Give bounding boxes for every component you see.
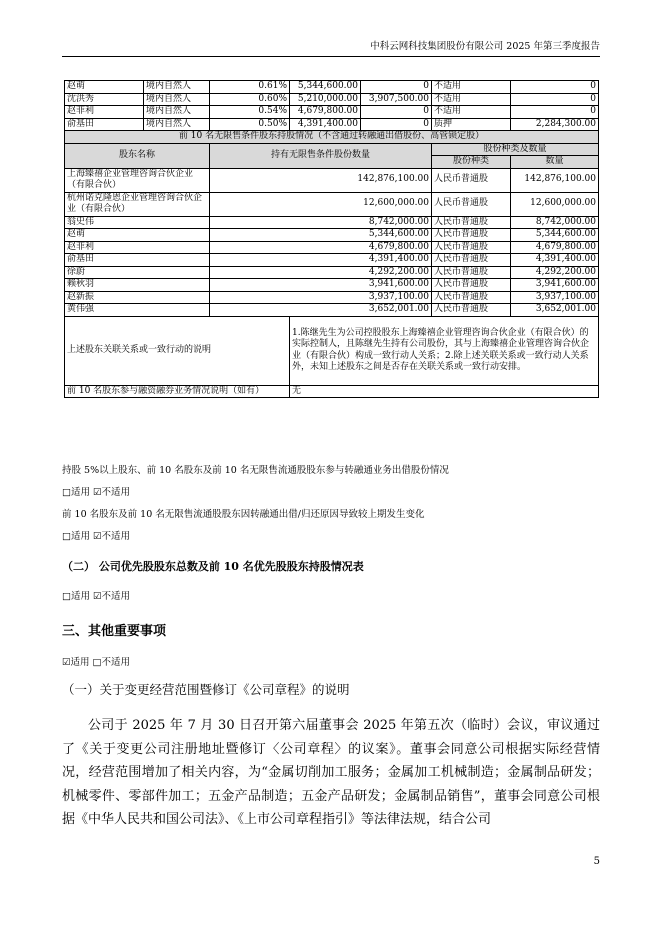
col-name-header: 股东名称 (65, 143, 210, 168)
table-row (65, 106, 599, 119)
table-row (65, 291, 599, 304)
unlimited-holder-name: 赵菲利 (65, 241, 210, 254)
unlimited-holder-shares: 4,679,800.00 (210, 241, 432, 254)
holder-type: 境内自然人 (144, 81, 210, 94)
holder-name: 赵菲利 (65, 106, 144, 119)
unlimited-holder-name: 徐蔚 (65, 266, 210, 279)
note-change: 前 10 名股东及前 10 名无限售流通股股东因转融通出借/归还原因导致较上期发生变化 (62, 509, 425, 520)
unlimited-holder-name: 黄伟强 (65, 304, 210, 317)
unlimited-holder-shares: 12,600,000.00 (210, 192, 432, 216)
holder-qty: 2,284,300.00 (511, 118, 599, 131)
unlimited-holder-shares: 4,292,200.00 (210, 266, 432, 279)
unlimited-share-qty: 4,679,800.00 (511, 241, 599, 254)
unlimited-share-qty: 12,600,000.00 (511, 192, 599, 216)
unlimited-share-qty: 8,742,000.00 (511, 216, 599, 229)
table-row (65, 241, 599, 254)
note-lending: 持股 5%以上股东、前 10 名股东及前 10 名无限售流通股股东参与转融通业务出借股份情况 (62, 465, 449, 476)
note-change-check: □适用 ☑不适用 (62, 531, 131, 542)
section2-check: □适用 ☑不适用 (62, 591, 131, 602)
unlimited-share-qty: 5,344,600.00 (511, 229, 599, 242)
sub1-title: （一）关于变更经营范围暨修订《公司章程》的说明 (62, 682, 350, 697)
shareholder-table (64, 80, 599, 398)
table-row (65, 81, 599, 94)
holder-type: 境内自然人 (144, 118, 210, 131)
unlimited-share-type: 人民币普通股 (432, 192, 511, 216)
unlimited-share-qty: 4,292,200.00 (511, 266, 599, 279)
unlimited-share-type: 人民币普通股 (432, 168, 511, 192)
col-kind-qty-header: 数量 (511, 156, 599, 169)
holder-qty: 0 (511, 93, 599, 106)
unlimited-holder-name: 赖秋羽 (65, 279, 210, 292)
unlimited-share-type: 人民币普通股 (432, 279, 511, 292)
holder-limited: 0 (361, 81, 432, 94)
margin-value: 无 (290, 385, 599, 398)
unlimited-holder-shares: 142,876,100.00 (210, 168, 432, 192)
holder-pct: 0.60% (210, 93, 290, 106)
unlimited-holder-name: 翁史伟 (65, 216, 210, 229)
holder-limited: 0 (361, 118, 432, 131)
unlimited-holder-shares: 5,344,600.00 (210, 229, 432, 242)
holder-shares: 5,344,600.00 (290, 81, 361, 94)
unlimited-holder-name: 上海臻禧企业管理咨询合伙企业（有限合伙） (65, 168, 210, 192)
unlimited-share-type: 人民币普通股 (432, 254, 511, 267)
unlimited-share-type: 人民币普通股 (432, 229, 511, 242)
unlimited-share-type: 人民币普通股 (432, 291, 511, 304)
table-row (65, 118, 599, 131)
holder-type: 境内自然人 (144, 106, 210, 119)
holder-name: 沈洪秀 (65, 93, 144, 106)
unlimited-holder-name: 赵萌 (65, 229, 210, 242)
table-row (65, 279, 599, 292)
body-paragraph: 公司于 2025 年 7 月 30 日召开第六届董事会 2025 年第五次（临时）会议，审议通过了《关于变更公司注册地址暨修订〈公司章程〉的议案》。董事会同意公司根据实际经营情况，经营范围增加了相关内容，为“金属切削加工服务；金属加工机械制造；金属制品研发；机械零件、零部件加工；五金产品制造；五金产品研发；金属制品销售”，董事会同意公司根据《中华人民共和国公司法》、《上市公司章程指引》等法律法规，结合公司 (62, 718, 600, 828)
unlimited-holder-name: 赵新振 (65, 291, 210, 304)
page-number: 5 (593, 856, 600, 867)
unlimited-holder-shares: 3,941,600.00 (210, 279, 432, 292)
holder-pct: 0.54% (210, 106, 290, 119)
unlimited-share-qty: 4,391,400.00 (511, 254, 599, 267)
table-row (65, 192, 599, 216)
unlimited-holder-name: 俞基田 (65, 254, 210, 267)
relation-text: 1.陈继先生为公司控股股东上海臻禧企业管理咨询合伙企业（有限合伙）的实际控制人，且陈继先生持有公司股份，其与上海臻禧企业管理咨询合伙企业（有限合伙）构成一致行动人关系；2.除上述关联关系或一致行动人关系外，未知上述股东之间是否存在关联关系或一致行动安排。 (290, 316, 599, 385)
holder-shares: 4,391,400.00 (290, 118, 361, 131)
holder-type: 境内自然人 (144, 93, 210, 106)
holder-status: 不适用 (432, 93, 511, 106)
holder-shares: 4,679,800.00 (290, 106, 361, 119)
holder-limited: 3,907,500.00 (361, 93, 432, 106)
holder-shares: 5,210,000.00 (290, 93, 361, 106)
table-row (65, 93, 599, 106)
holder-name: 赵萌 (65, 81, 144, 94)
unlimited-share-qty: 3,652,001.00 (511, 304, 599, 317)
holder-qty: 0 (511, 81, 599, 94)
holder-limited: 0 (361, 106, 432, 119)
holder-status: 不适用 (432, 106, 511, 119)
holder-status: 质押 (432, 118, 511, 131)
col-kind-header: 股份种类及数量 (432, 143, 599, 156)
table-row (65, 229, 599, 242)
unlimited-share-type: 人民币普通股 (432, 304, 511, 317)
margin-label: 前 10 名股东参与融资融券业务情况说明（如有） (65, 385, 290, 398)
unlimited-holder-shares: 3,937,100.00 (210, 291, 432, 304)
col-shares-header: 持有无限售条件股份数量 (210, 143, 432, 168)
table-row (65, 254, 599, 267)
relation-label: 上述股东关联关系或一致行动的说明 (65, 316, 290, 385)
holder-pct: 0.61% (210, 81, 290, 94)
table-row (65, 216, 599, 229)
unlimited-holder-name: 杭州诺克隆恩企业管理咨询合伙企业（有限合伙） (65, 192, 210, 216)
col-kind-type-header: 股份种类 (432, 156, 511, 169)
section2-title: （二） 公司优先股股东总数及前 10 名优先股股东持股情况表 (62, 560, 364, 573)
unlimited-share-qty: 142,876,100.00 (511, 168, 599, 192)
unlimited-holder-shares: 8,742,000.00 (210, 216, 432, 229)
unlimited-share-type: 人民币普通股 (432, 241, 511, 254)
holder-qty: 0 (511, 106, 599, 119)
holder-pct: 0.50% (210, 118, 290, 131)
page-header: 中科云网科技集团股份有限公司 2025 年第三季度报告 (62, 38, 600, 57)
unlimited-share-type: 人民币普通股 (432, 216, 511, 229)
unlimited-title: 前 10 名无限售条件股东持股情况（不含通过转融通出借股份、高管锁定股） (65, 131, 599, 144)
note-lending-check: □适用 ☑不适用 (62, 487, 131, 498)
table-row (65, 266, 599, 279)
section3-check: ☑适用 □不适用 (62, 657, 131, 668)
unlimited-share-type: 人民币普通股 (432, 266, 511, 279)
unlimited-holder-shares: 4,391,400.00 (210, 254, 432, 267)
section3-title: 三、其他重要事项 (62, 624, 167, 639)
table-row (65, 304, 599, 317)
unlimited-holder-shares: 3,652,001.00 (210, 304, 432, 317)
holder-status: 不适用 (432, 81, 511, 94)
unlimited-share-qty: 3,941,600.00 (511, 279, 599, 292)
unlimited-share-qty: 3,937,100.00 (511, 291, 599, 304)
holder-name: 俞基田 (65, 118, 144, 131)
table-row (65, 168, 599, 192)
